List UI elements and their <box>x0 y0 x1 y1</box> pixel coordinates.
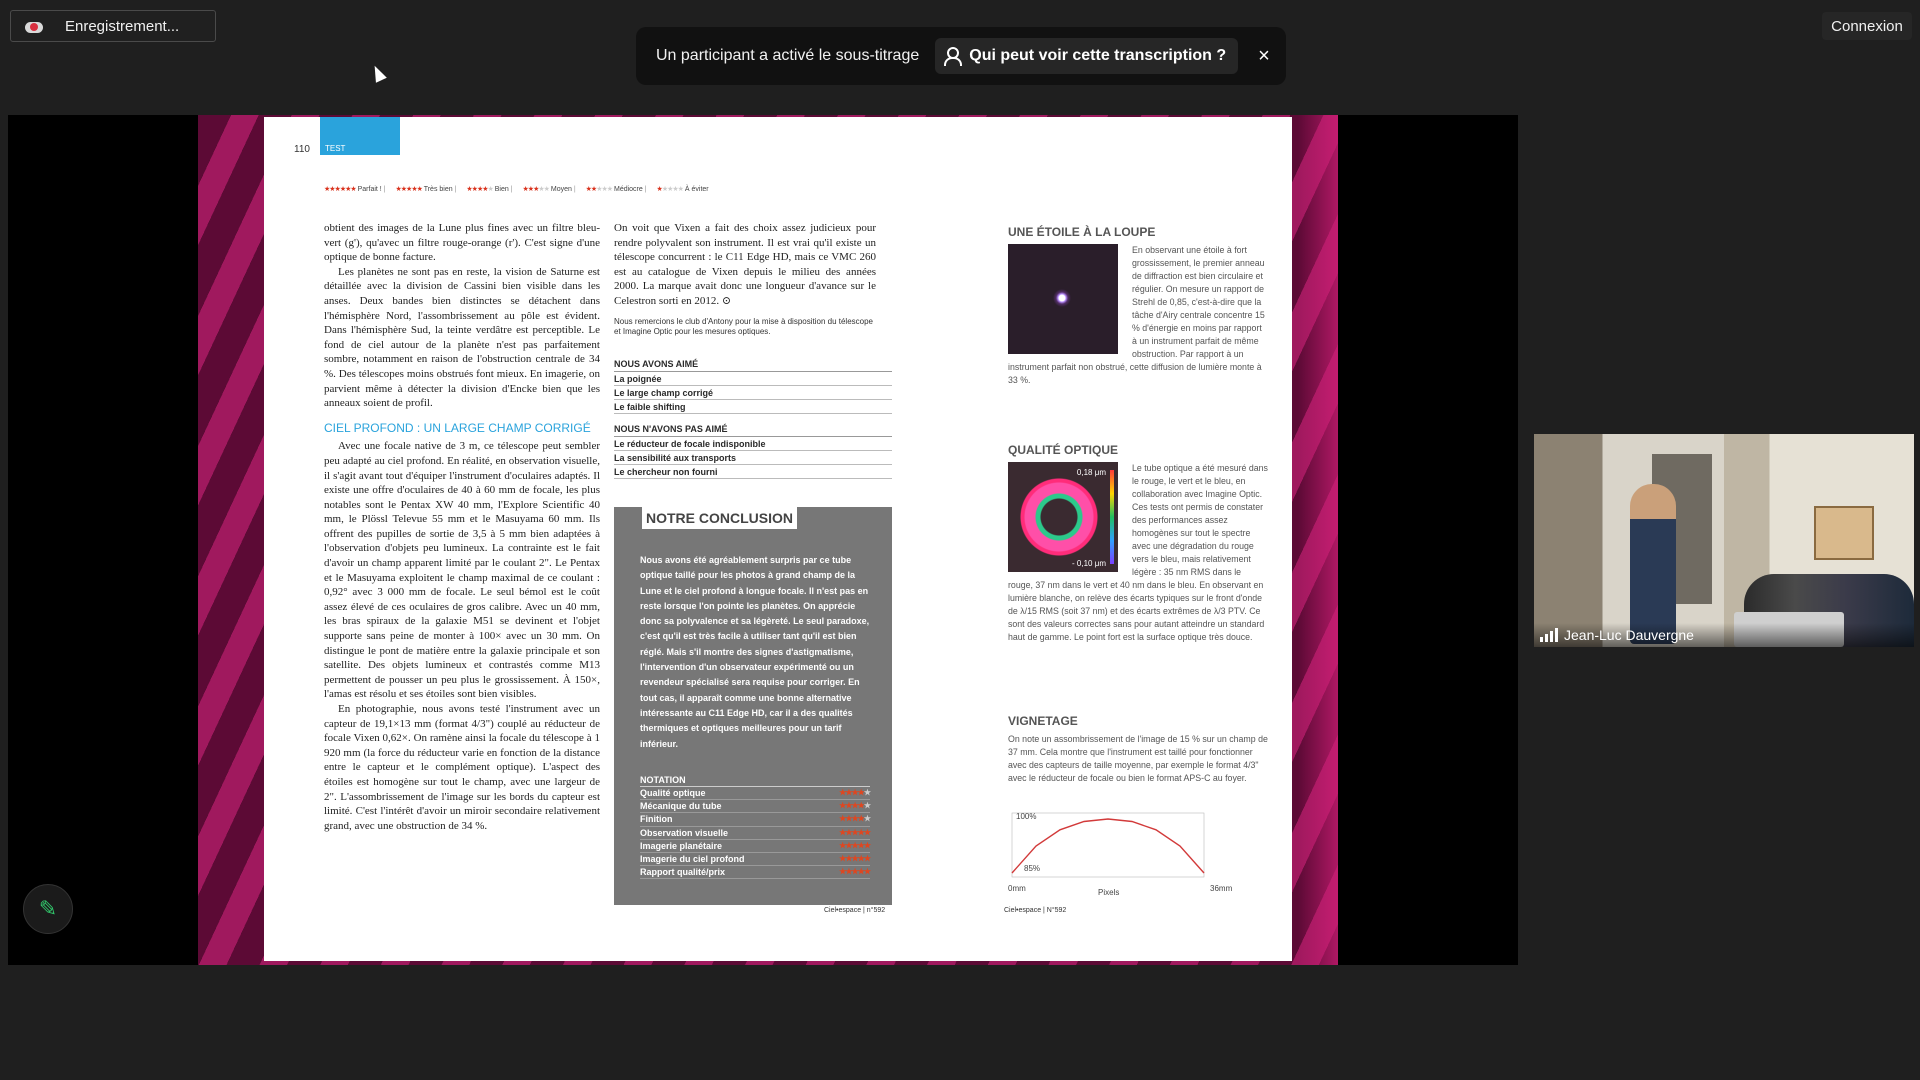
section-heading-vignetage: VIGNETAGE <box>1008 714 1078 728</box>
rating-stars-icon: ★★★★★ <box>395 186 422 193</box>
notation-row <box>640 827 870 840</box>
end-mark-icon: ⊙ <box>721 294 732 307</box>
wavefront-ring-image <box>1008 462 1118 572</box>
x-tick-label: 0mm <box>1008 884 1026 893</box>
like-item: Le large champ corrigé <box>614 386 892 400</box>
dislike-item: Le chercheur non fourni <box>614 465 892 479</box>
conclusion-title: NOTRE CONCLUSION <box>642 507 797 529</box>
recording-label: Enregistrement... <box>65 17 180 35</box>
x-tick-label: 36mm <box>1210 884 1233 893</box>
article-paragraph: obtient des images de la Lune plus fines avec un filtre bleu-vert (g'), qu'avec un filtre rouge-orange (r'). C'est signe d'une optique de bonne facture. <box>324 222 600 264</box>
rating-stars-icon: ★★★ <box>522 186 539 193</box>
likes-heading: NOUS AVONS AIMÉ <box>614 359 892 372</box>
rating-legend-label: À éviter <box>682 186 709 193</box>
signal-strength-icon <box>1540 628 1558 642</box>
conclusion-box <box>614 507 892 905</box>
notation-label: Imagerie du ciel profond <box>640 853 745 864</box>
like-item: Le faible shifting <box>614 400 892 414</box>
ratings-legend <box>324 185 719 193</box>
pros-cons-box <box>614 359 892 479</box>
conclusion-text: Nous avons été agréablement surpris par ce tube optique taillé pour les photos à grand champ de la Lune et le ciel profond à longue focale. Il n'est pas en reste lorsque l'on pointe les planètes. On apprécie donc sa polyvalence et sa légèreté. Le seul paradoxe, c'est qu'il est très facile à utiliser tant qu'il est bien réglé. Mais s'il montre des signes d'astigmatisme, l'intervention d'un observateur expérimenté ou un revendeur spécialisé sera requise pour corriger. En tout cas, il apparaît comme une bonne alternative intéressante au C11 Edge HD, car il a des qualités thermiques et optiques meilleures pour un tarif inférieur. <box>640 555 870 749</box>
caption-message: Un participant a activé le sous-titrage <box>656 47 920 64</box>
star-test-section <box>1008 225 1268 387</box>
article-paragraph: En photographie, nous avons testé l'instrument avec un capteur de 19,1×13 mm (format 4/3") couplé au réducteur de focale Vixen 0,62×. On ramène ainsi la focale du télescope à 1 920 mm (la force du réducteur varie en fonction de la distance entre le capteur et le complément optique). L'aspect des étoiles est homogène sur tout le champ, avec une largeur de 2". L'assombrissement de l'image sur les bords du capteur est limité. C'est l'intérêt d'avoir un miroir secondaire relativement grand, avec une obstruction de 34 %. <box>324 703 600 832</box>
rating-legend-item: ★★★★★ Très bien | <box>395 186 457 193</box>
rating-legend-item: ★★★★★ Bien | <box>466 186 513 193</box>
notation-stars-icon: ★★★★★ <box>839 867 870 877</box>
mouse-cursor-icon <box>369 63 387 83</box>
rating-legend-item: ★★★★★★ Parfait ! | <box>324 186 386 193</box>
footer-left: Ciel•espace | n°592 <box>824 907 886 914</box>
rating-legend-item: ★★★★★ Moyen | <box>522 186 576 193</box>
rating-legend-label: Moyen <box>548 186 572 193</box>
section-heading-ciel-profond: CIEL PROFOND : UN LARGE CHAMP CORRIGÉ <box>324 420 591 435</box>
x-axis-label: Pixels <box>1098 888 1120 897</box>
rating-legend-item: ★★★★★ À éviter <box>656 186 709 193</box>
notation-label: Observation visuelle <box>640 827 729 838</box>
shared-screen <box>8 115 1518 965</box>
notation-stars-icon: ★★★★★ <box>839 827 870 837</box>
who-can-see-label: Qui peut voir cette transcription ? <box>969 47 1227 64</box>
optical-quality-text: Le tube optique a été mesuré dans le rouge, le vert et le bleu, en collaboration avec Imagine Optic. Ces tests ont permis de constater des performances assez homogènes sur tout le spectre avec une dégradation du rouge vers le bleu, mais relativement légère : 35 nm RMS dans le rouge, 37 nm dans le vert et 40 nm dans le bleu. En observant en lumière blanche, on relève des écarts typiques sur le front d'onde de λ/15 RMS (soit 37 nm) et des écarts extrêmes de λ/3 PTV. Ce sont des valeurs correctes sans pour autant atteindre un standard haut de gamme. Le point fort est la surface optique très douce. <box>1008 463 1268 642</box>
notation-label: Qualité optique <box>640 788 706 798</box>
footer-right: Ciel•espace | N°592 <box>1004 907 1067 914</box>
rating-stars-icon: ★ <box>656 186 662 193</box>
notation-table <box>640 775 870 879</box>
notation-label: Mécanique du tube <box>640 801 722 812</box>
notation-row <box>640 787 870 800</box>
article-paragraph: Avec une focale native de 3 m, ce télescope peut sembler peu adapté au ciel profond. En réalité, en observation visuelle, il s'agit avant tout d'équiper l'instrument d'oculaires adaptés. Il existe une offre d'oculaires de 40 à 60 mm de focale, les plus notables sont le Pentax XW 40 mm, l'Explore Scientific 40 mm, le Plössl Televue 55 mm et le Masuyama 60 mm. Ils offrent des pupilles de sortie de 3,5 à 5 mm bien adaptées à l'observation d'objets peu lumineux. La contrainte est le fait d'avoir un champ apparent limité par le coulant 2". Le Pentax et le Masuyama exploitent le champ maximal de ce coulant : 0,92° avec 3 000 mm de focale. Le seul bémol est le coût assez élevé de ces oculaires de gros calibre. Avec un 40 mm, les bras spiraux de la galaxie M51 se devinent et l'objet supporte sans peine de monter à 100× avec un 30 mm. On distingue le pont de matière entre la galaxie principale et son satellite. Des objets lumineux et contrastés comme M13 permettent de pousser un peu plus le grossissement. À 150×, l'amas est résolu et ses étoiles sont bien visibles. <box>324 440 600 701</box>
colour-scale <box>1110 470 1114 564</box>
caption-notification-banner <box>636 27 1286 85</box>
thanks-note: Nous remercions le club d'Antony pour la mise à disposition du télescope et Imagine Optic pour les mesures optiques. <box>614 316 873 336</box>
section-heading-qualite: QUALITÉ OPTIQUE <box>1008 443 1119 457</box>
participant-name: Jean-Luc Dauvergne <box>1564 627 1694 643</box>
notation-stars-icon: ★★★★★ <box>839 788 870 797</box>
annotate-pencil-button[interactable] <box>23 884 73 934</box>
rating-stars-icon: ★★ <box>585 186 597 193</box>
recording-indicator[interactable] <box>10 10 216 42</box>
dislike-item: Le réducteur de focale indisponible <box>614 437 892 451</box>
notation-row <box>640 840 870 853</box>
article-column-1 <box>324 221 600 833</box>
magazine-page <box>264 117 1292 961</box>
article-paragraph: Les planètes ne sont pas en reste, la vision de Saturne est détaillée avec la division de Cassini bien visible dans les anses. Deux bandes bien distinctes se détachent dans l'hémisphère Nord, l'assombrissement au pôle est évident. Dans l'hémisphère Sud, la teinte verdâtre est perceptible. Le fond de ciel autour de la planète n'est pas parfaitement sombre, notamment en raison de l'obstruction centrale de 34 %. Des télescopes moins obstrués font mieux. En imagerie, on parvient même à détecter la division d'Encke bien que les anneaux soient de profil. <box>324 265 600 410</box>
y-tick-label: 100% <box>1016 812 1037 821</box>
article-column-2 <box>614 221 876 337</box>
rating-legend-label: Parfait ! <box>355 186 382 193</box>
who-can-see-transcription-button[interactable] <box>935 38 1238 74</box>
star-image <box>1008 244 1118 354</box>
cloud-record-icon <box>23 19 45 33</box>
y-tick-label: 85% <box>1024 864 1041 873</box>
close-banner-button[interactable]: × <box>1258 44 1270 67</box>
vignetting-chart <box>1008 811 1278 899</box>
optical-quality-section <box>1008 443 1268 644</box>
chart-series-line <box>1012 819 1204 873</box>
rating-stars-icon: ★★★★★★ <box>324 186 356 193</box>
dislike-item: La sensibilité aux transports <box>614 451 892 465</box>
like-item: La poignée <box>614 372 892 386</box>
pencil-icon: ✎ <box>38 896 58 921</box>
rating-stars-icon: ★★★★ <box>466 186 488 193</box>
notation-stars-icon: ★★★★★ <box>839 840 870 850</box>
connexion-button[interactable]: Connexion <box>1822 12 1912 40</box>
notation-row <box>640 866 870 879</box>
notation-label: Imagerie planétaire <box>640 840 723 851</box>
notation-stars-icon: ★★★★★ <box>839 853 870 863</box>
person-icon <box>943 47 961 65</box>
dislikes-heading: NOUS N'AVONS PAS AIMÉ <box>614 424 892 437</box>
notation-row <box>640 813 870 826</box>
vignetting-text: On note un assombrissement de l'image de 15 % sur un champ de 37 mm. Cela montre que l'instrument est taillé pour fonctionner avec des capteurs de taille moyenne, par exemple le format 4/3" avec le réducteur de focale ou bien le format APS-C au foyer. <box>1008 734 1268 783</box>
section-tag: TEST <box>320 117 400 155</box>
vignetting-section <box>1008 714 1268 785</box>
article-paragraph: On voit que Vixen a fait des choix assez judicieux pour rendre polyvalent son instrument. Il est vrai qu'il existe un télescope concurrent : le C11 Edge HD, mais ce VMC 260 est au catalogue de Vixen depuis le milieu des années 2000. La marque avait donc une longueur d'avance sur le Celestron sorti en 2012. <box>614 222 876 307</box>
notation-heading: NOTATION <box>640 775 870 787</box>
rating-legend-label: Médiocre <box>612 186 643 193</box>
rating-legend-label: Bien <box>492 186 509 193</box>
rating-legend-label: Très bien <box>421 186 453 193</box>
star-test-text: En observant une étoile à fort grossissement, le premier anneau de diffraction est bien circulaire et régulier. On mesure un rapport de Strehl de 0,85, c'est-à-dire que la tâche d'Airy centrale concentre 15 % d'énergie en moins par rapport à un instrument parfait de même obstruction. Par rapport à un instrument parfait non obstrué, cette diffusion de lumière monte à 33 %. <box>1008 245 1265 385</box>
notation-row <box>640 800 870 813</box>
section-heading-etoile: UNE ÉTOILE À LA LOUPE <box>1008 225 1156 239</box>
rating-legend-item: ★★★★★ Médiocre | <box>585 186 647 193</box>
presenter-figure <box>1630 484 1676 644</box>
notation-label: Finition <box>640 814 673 825</box>
notation-stars-icon: ★★★★★ <box>839 801 870 811</box>
scale-top-label: 0,18 μm <box>1076 468 1106 477</box>
participant-video-tile[interactable] <box>1534 434 1914 647</box>
notation-label: Rapport qualité/prix <box>640 867 726 878</box>
page-number: 110 <box>294 144 310 155</box>
scale-bottom-label: - 0,10 μm <box>1072 559 1106 568</box>
notation-row <box>640 853 870 866</box>
notation-stars-icon: ★★★★★ <box>839 814 870 824</box>
chart-frame <box>1012 813 1204 877</box>
